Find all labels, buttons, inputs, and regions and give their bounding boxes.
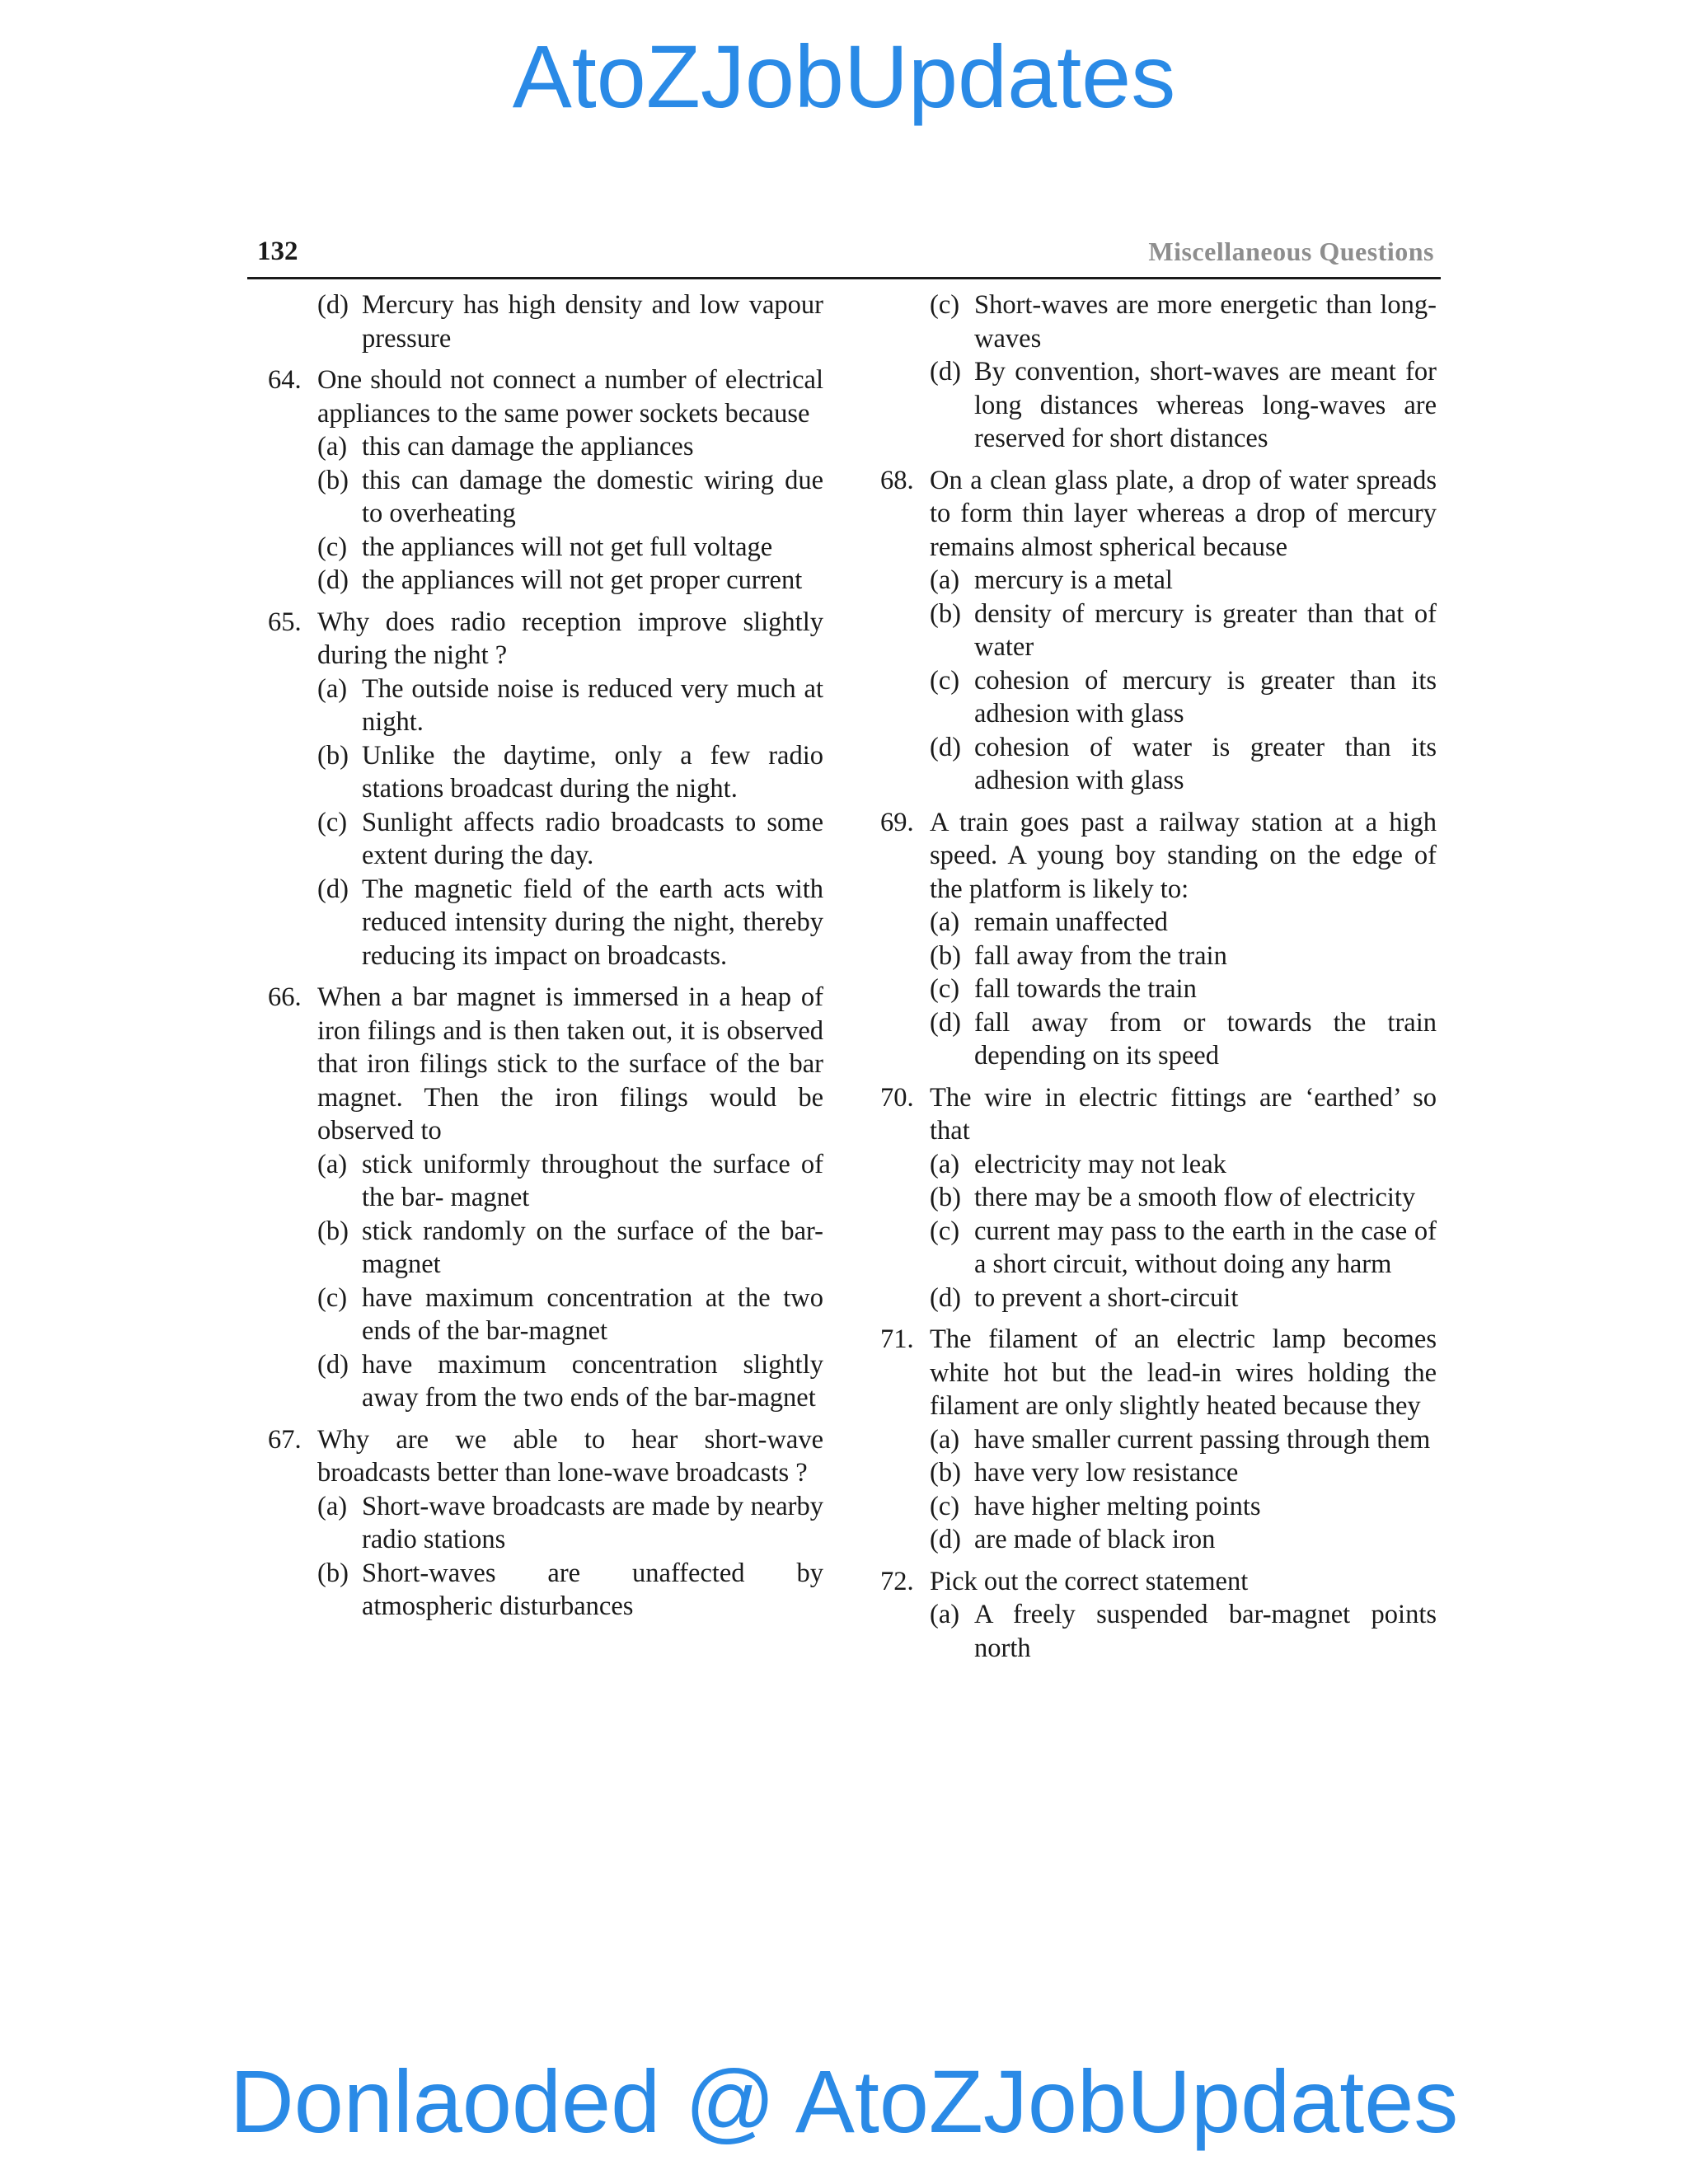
option-list: [268, 1148, 823, 1415]
option-label: (c): [930, 665, 960, 696]
option-text: the appliances will not get proper current: [362, 565, 803, 595]
question-block: [268, 1423, 823, 1624]
option-label: (d): [930, 732, 961, 762]
option-label: (c): [317, 807, 348, 837]
question-stem: [268, 363, 823, 430]
page-number: 132: [257, 237, 298, 266]
option-label: (b): [317, 740, 349, 771]
watermark-bottom: Donlaoded @ AtoZJobUpdates: [229, 2051, 1459, 2151]
question-number: 70.: [880, 1082, 914, 1113]
option-list: [880, 564, 1437, 798]
option-label: (b): [317, 1216, 349, 1246]
watermark-top: AtoZJobUpdates: [512, 26, 1176, 126]
question-block: [880, 1565, 1437, 1666]
option-label: (d): [930, 1525, 961, 1554]
option-text: remain unaffected: [974, 907, 1168, 937]
answer-option: [317, 1490, 823, 1557]
option-text: are made of black iron: [974, 1525, 1216, 1554]
option-text: Short-waves are unaffected by atmospheric disturbances: [362, 1558, 823, 1621]
option-label: (d): [930, 357, 961, 387]
answer-option: [930, 1423, 1437, 1457]
question-block: [268, 606, 823, 973]
option-text: stick uniformly throughout the surface of the bar- magnet: [362, 1149, 823, 1212]
option-text: electricity may not leak: [974, 1149, 1226, 1179]
option-label: (b): [317, 1558, 349, 1588]
option-text: have maximum concentration at the two ends of the bar-magnet: [362, 1282, 823, 1346]
option-text: fall away from the train: [974, 940, 1227, 971]
header-rule: [247, 277, 1441, 279]
option-label: (a): [930, 565, 960, 595]
answer-option: [317, 1215, 823, 1282]
answer-option: [930, 598, 1437, 664]
option-list: [268, 288, 823, 355]
option-text: Sunlight affects radio broadcasts to some extent during the day.: [362, 807, 823, 870]
option-label: (c): [317, 1282, 348, 1313]
answer-option: [930, 564, 1437, 598]
question-text: Why are we able to hear short-wave broadcasts better than lone-wave broadcasts ?: [317, 1424, 823, 1488]
option-label: (b): [930, 1183, 961, 1212]
option-text: have higher melting points: [974, 1491, 1261, 1521]
option-text: cohesion of mercury is greater than its adhesion with glass: [974, 665, 1437, 729]
option-text: By convention, short-waves are meant for long distances whereas long-waves are reserved for short distances: [974, 357, 1437, 453]
answer-option: [317, 464, 823, 531]
option-list: [880, 1598, 1437, 1665]
answer-option: [317, 288, 823, 355]
question-stem: [880, 806, 1437, 907]
option-text: have smaller current passing through them: [974, 1424, 1431, 1455]
question-block: [268, 363, 823, 598]
answer-option: [930, 1456, 1437, 1490]
question-stem: [268, 981, 823, 1148]
question-text: Why does radio reception improve slightly during the night ?: [317, 607, 823, 670]
answer-option: [930, 906, 1437, 940]
option-text: Unlike the daytime, only a few radio stations broadcast during the night.: [362, 740, 823, 804]
answer-option: [930, 1181, 1437, 1215]
option-label: (b): [317, 465, 349, 495]
option-label: (d): [930, 1282, 961, 1313]
option-text: have maximum concentration slightly away from the two ends of the bar-magnet: [362, 1349, 823, 1413]
question-number: 69.: [880, 807, 914, 837]
option-text: this can damage the domestic wiring due to overheating: [362, 465, 823, 528]
option-label: (d): [317, 874, 349, 904]
option-text: A freely suspended bar-magnet points north: [974, 1600, 1437, 1663]
answer-option: [317, 430, 823, 464]
left-column: [268, 288, 823, 1632]
option-list: [268, 673, 823, 973]
answer-option: [317, 1557, 823, 1624]
question-block: [880, 806, 1437, 1073]
option-text: The magnetic field of the earth acts with reduced intensity during the night, thereby reducing its impact on broadcasts.: [362, 874, 823, 971]
option-list: [880, 906, 1437, 1073]
option-text: fall towards the train: [974, 974, 1197, 1004]
question-stem: [880, 1081, 1437, 1148]
option-text: current may pass to the earth in the case of a short circuit, without doing any harm: [974, 1216, 1437, 1279]
question-number: 65.: [268, 607, 302, 637]
question-text: The wire in electric fittings are ‘earthed’ so that: [930, 1082, 1437, 1146]
option-list: [268, 430, 823, 598]
running-head: Miscellaneous Questions: [1148, 237, 1434, 266]
question-number: 66.: [268, 982, 302, 1012]
option-text: mercury is a metal: [974, 565, 1173, 595]
answer-option: [317, 531, 823, 565]
answer-option: [930, 972, 1437, 1006]
answer-option: [930, 731, 1437, 798]
option-label: (b): [930, 598, 961, 629]
answer-option: [930, 1523, 1437, 1557]
answer-option: [930, 940, 1437, 973]
option-list: [880, 1423, 1437, 1557]
question-stem: [268, 606, 823, 673]
question-block: [880, 464, 1437, 798]
answer-option: [930, 288, 1437, 355]
option-label: (c): [930, 974, 960, 1004]
answer-option: [930, 664, 1437, 731]
option-text: cohesion of water is greater than its adhesion with glass: [974, 732, 1437, 795]
question-stem: [880, 1323, 1437, 1423]
answer-option: [317, 1148, 823, 1215]
question-text: When a bar magnet is immersed in a heap of iron filings and is then taken out, it is observed that iron filings stick to the surface of the bar magnet. Then the iron filings would be observed to: [317, 982, 823, 1146]
answer-option: [317, 873, 823, 973]
question-stem: [880, 464, 1437, 565]
question-number: 68.: [880, 465, 914, 495]
answer-option: [930, 1490, 1437, 1524]
option-list: [268, 1490, 823, 1624]
option-text: Short-waves are more energetic than long-waves: [974, 290, 1437, 354]
option-label: (a): [317, 1491, 348, 1521]
option-label: (d): [930, 1007, 961, 1038]
option-label: (a): [930, 907, 960, 937]
option-text: Short-wave broadcasts are made by nearby radio stations: [362, 1491, 823, 1554]
question-text: A train goes past a railway station at a high speed. A young boy standing on the edge of the platform is likely to:: [930, 807, 1437, 904]
answer-option: [317, 564, 823, 598]
question-text: One should not connect a number of electrical appliances to the same power sockets because: [317, 365, 823, 429]
option-label: (a): [317, 1149, 348, 1179]
question-block: [268, 288, 823, 355]
option-label: (a): [930, 1149, 960, 1179]
option-label: (b): [930, 940, 961, 971]
option-list: [880, 288, 1437, 456]
right-column: [880, 288, 1437, 1673]
question-stem: [880, 1565, 1437, 1599]
question-block: [880, 288, 1437, 456]
answer-option: [317, 673, 823, 739]
option-text: Mercury has high density and low vapour pressure: [362, 290, 823, 354]
option-label: (a): [317, 673, 348, 704]
question-block: [880, 1081, 1437, 1315]
option-label: (d): [317, 565, 349, 595]
option-text: the appliances will not get full voltage: [362, 532, 773, 562]
question-number: 72.: [880, 1566, 914, 1596]
question-stem: [268, 1423, 823, 1490]
question-number: 64.: [268, 365, 302, 395]
answer-option: [317, 806, 823, 873]
option-text: density of mercury is greater than that of water: [974, 598, 1437, 662]
option-label: (c): [930, 290, 960, 320]
question-block: [268, 981, 823, 1415]
option-label: (b): [930, 1458, 961, 1488]
answer-option: [317, 1348, 823, 1415]
option-label: (a): [930, 1424, 960, 1455]
option-label: (c): [930, 1491, 960, 1521]
question-number: 71.: [880, 1324, 914, 1354]
answer-option: [930, 1148, 1437, 1182]
question-text: On a clean glass plate, a drop of water spreads to form thin layer whereas a drop of mercury remains almost spherical because: [930, 465, 1437, 562]
option-label: (a): [317, 432, 348, 462]
option-label: (c): [317, 532, 348, 562]
option-text: to prevent a short-circuit: [974, 1282, 1239, 1313]
answer-option: [930, 355, 1437, 456]
option-text: stick randomly on the surface of the bar-magnet: [362, 1216, 823, 1279]
question-number: 67.: [268, 1424, 302, 1455]
option-text: there may be a smooth flow of electricity: [974, 1183, 1416, 1212]
option-text: fall away from or towards the train depending on its speed: [974, 1007, 1437, 1071]
question-text: Pick out the correct statement: [930, 1566, 1249, 1596]
answer-option: [317, 1282, 823, 1348]
answer-option: [930, 1598, 1437, 1665]
answer-option: [317, 739, 823, 806]
question-text: The filament of an electric lamp becomes white hot but the lead-in wires holding the filament are only slightly heated because they: [930, 1324, 1437, 1421]
option-label: (c): [930, 1216, 960, 1246]
answer-option: [930, 1282, 1437, 1315]
option-label: (a): [930, 1600, 960, 1629]
option-text: The outside noise is reduced very much at night.: [362, 673, 823, 737]
page-header: [247, 231, 1441, 272]
option-text: this can damage the appliances: [362, 432, 694, 462]
answer-option: [930, 1215, 1437, 1282]
option-text: have very low resistance: [974, 1458, 1239, 1488]
option-label: (d): [317, 290, 349, 320]
question-block: [880, 1323, 1437, 1557]
option-list: [880, 1148, 1437, 1315]
answer-option: [930, 1006, 1437, 1073]
option-label: (d): [317, 1349, 349, 1380]
